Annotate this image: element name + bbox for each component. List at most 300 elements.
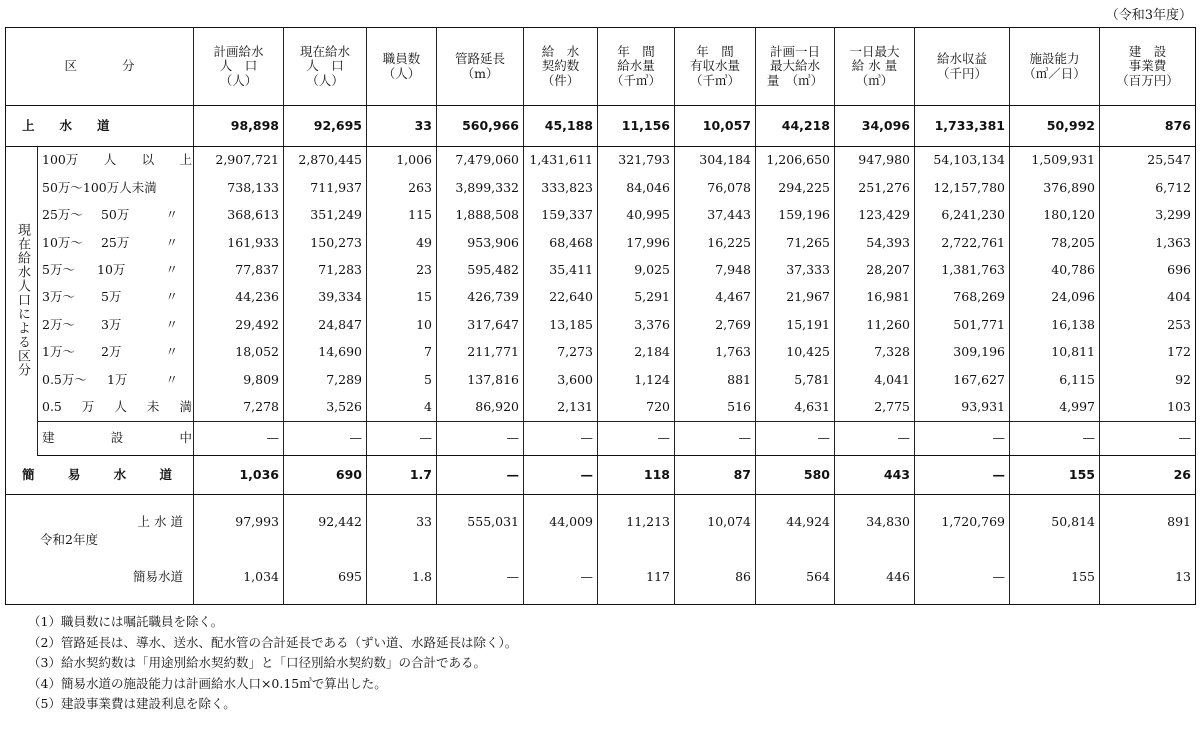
cell: 5,291	[598, 284, 675, 311]
cell: 4,041	[835, 366, 915, 393]
cell: 117	[598, 549, 675, 604]
row-label-part: 1万～	[42, 344, 75, 360]
cell: 7	[367, 339, 437, 366]
row-label-part: 未	[146, 399, 160, 415]
cell: 211,771	[437, 339, 524, 366]
cell: —	[756, 421, 835, 455]
row-label-part: 25万	[100, 234, 130, 250]
cell: 24,096	[1010, 284, 1100, 311]
row-label-part: 設	[110, 430, 124, 446]
row-label	[6, 549, 194, 604]
cell: 71,265	[756, 229, 835, 256]
cell: 690	[284, 456, 367, 495]
cell: 7,273	[524, 339, 598, 366]
cell: 103	[1100, 394, 1196, 421]
cell: 84,046	[598, 174, 675, 201]
cell: 18,052	[194, 339, 284, 366]
row-label-part: 0.5万～	[42, 371, 87, 387]
cell: 150,273	[284, 229, 367, 256]
row-label-part: 満	[179, 399, 192, 415]
cell: 77,837	[194, 257, 284, 284]
col-header-unit: （m）	[461, 65, 499, 81]
col-header-line: 人 口	[219, 58, 258, 74]
col-header-line: 建 設	[1128, 43, 1167, 59]
footnote: （5）建設事業費は建設利息を除く。	[28, 696, 236, 711]
row-label-part: 5万	[100, 289, 122, 305]
row-label-part: 2万～	[42, 316, 75, 332]
col-header-line: 一日最大	[849, 43, 900, 59]
cell: 39,334	[284, 284, 367, 311]
col-header	[835, 28, 915, 106]
cell: 76,078	[675, 174, 756, 201]
row-label	[38, 366, 194, 393]
col-header	[284, 28, 367, 106]
col-header-line: 計画給水	[213, 43, 264, 59]
row-label-part: 水	[113, 466, 127, 482]
cell: 118	[598, 456, 675, 495]
cell: 11,213	[598, 494, 675, 549]
header-row	[6, 28, 1196, 106]
cell: —	[1010, 421, 1100, 455]
cell: 155	[1010, 456, 1100, 495]
cell: 10,057	[675, 106, 756, 147]
row-kani	[6, 456, 1196, 495]
cell: 7,479,060	[437, 147, 524, 174]
row-label	[38, 229, 194, 256]
footnote: （4）簡易水道の施設能力は計画給水人口×0.15㎥で算出した。	[28, 675, 387, 691]
cell: 10,074	[675, 494, 756, 549]
row-label-part: 100万	[42, 152, 79, 168]
col-header-unit: （人）	[382, 65, 421, 81]
cell: 22,640	[524, 284, 598, 311]
row-label	[38, 174, 194, 201]
cell: 44,236	[194, 284, 284, 311]
row-label-text: 上 水 道	[22, 117, 110, 133]
cell: 29,492	[194, 311, 284, 338]
cell: 263	[367, 174, 437, 201]
cell: 49	[367, 229, 437, 256]
cell: 2,870,445	[284, 147, 367, 174]
row-label-part: 3万	[100, 316, 122, 332]
cell: 78,205	[1010, 229, 1100, 256]
row-label-part: 建	[42, 430, 55, 446]
row-label-part: 25万～	[42, 207, 83, 223]
prev-row-label: 簡易水道	[132, 568, 183, 584]
cell: 9,809	[194, 366, 284, 393]
row-label	[6, 106, 194, 147]
col-header	[194, 28, 284, 106]
cell: 10	[367, 311, 437, 338]
cell: —	[598, 421, 675, 455]
col-header-unit: （千㎥）	[610, 72, 661, 88]
cell: 44,009	[524, 494, 598, 549]
col-header	[1100, 28, 1196, 106]
row-label-part: 易	[67, 466, 81, 482]
cell: 7,328	[835, 339, 915, 366]
cell: 4,631	[756, 394, 835, 421]
row-label-part: 10万～	[42, 234, 83, 250]
cell: 555,031	[437, 494, 524, 549]
cell: 351,249	[284, 202, 367, 229]
row-label	[38, 284, 194, 311]
col-header	[675, 28, 756, 106]
cell: 426,739	[437, 284, 524, 311]
col-header	[367, 28, 437, 106]
category-header	[6, 28, 194, 106]
cell: 15	[367, 284, 437, 311]
cell: 33	[367, 494, 437, 549]
cell: —	[1100, 421, 1196, 455]
cell: 28,207	[835, 257, 915, 284]
cell: 92	[1100, 366, 1196, 393]
cell: 304,184	[675, 147, 756, 174]
cell: 159,337	[524, 202, 598, 229]
cell: 3,600	[524, 366, 598, 393]
cell: —	[437, 456, 524, 495]
cell: 12,157,780	[915, 174, 1010, 201]
unit-note: （令和3年度）	[1105, 8, 1192, 23]
cell: —	[367, 421, 437, 455]
cell: 45,188	[524, 106, 598, 147]
row-prev-year	[6, 494, 1196, 549]
cell: 35,411	[524, 257, 598, 284]
cell: 564	[756, 549, 835, 604]
cell: 40,786	[1010, 257, 1100, 284]
col-header-line: 最大給水	[769, 58, 820, 74]
cell: 16,225	[675, 229, 756, 256]
cell: 13	[1100, 549, 1196, 604]
col-header-unit: （千㎥）	[689, 72, 740, 88]
col-header-unit: （㎥／日）	[1023, 65, 1086, 81]
category-header-char: 分	[121, 58, 135, 74]
footnote: （1）職員数には嘱託職員を除く。	[28, 614, 224, 629]
row-label-part: 中	[179, 430, 192, 446]
ditto-mark: 〃	[165, 316, 178, 332]
col-header-unit: （人）	[306, 72, 344, 88]
row-label-part: 人	[114, 399, 127, 415]
cell: 23	[367, 257, 437, 284]
cell: 9,025	[598, 257, 675, 284]
row-group	[6, 284, 1196, 311]
cell: 1,733,381	[915, 106, 1010, 147]
row-label	[38, 421, 194, 455]
cell: 97,993	[194, 494, 284, 549]
cell: 6,712	[1100, 174, 1196, 201]
cell: 2,769	[675, 311, 756, 338]
cell: 580	[756, 456, 835, 495]
cell: 44,924	[756, 494, 835, 549]
row-group	[6, 339, 1196, 366]
cell: 123,429	[835, 202, 915, 229]
cell: 92,695	[284, 106, 367, 147]
col-header-line: 給 水	[541, 43, 580, 59]
cell: 34,830	[835, 494, 915, 549]
cell: 881	[675, 366, 756, 393]
cell: 1,509,931	[1010, 147, 1100, 174]
ditto-mark: 〃	[165, 371, 178, 387]
ditto-mark: 〃	[165, 262, 178, 278]
cell: —	[524, 549, 598, 604]
cell: 13,185	[524, 311, 598, 338]
cell: 1,720,769	[915, 494, 1010, 549]
cell: 87	[675, 456, 756, 495]
row-label-part: 3万～	[42, 289, 75, 305]
col-header-unit: （百万円）	[1116, 72, 1179, 88]
footnote: （3）給水契約数は「用途別給水契約数」と「口径別給水契約数」の合計である。	[28, 655, 486, 670]
cell: 16,138	[1010, 311, 1100, 338]
cell: 37,333	[756, 257, 835, 284]
cell: 1,124	[598, 366, 675, 393]
cell: 1,763	[675, 339, 756, 366]
cell: 443	[835, 456, 915, 495]
cell: 1,888,508	[437, 202, 524, 229]
row-label	[38, 394, 194, 421]
cell: 1,381,763	[915, 257, 1010, 284]
row-label-part: 道	[159, 466, 172, 482]
cell: 37,443	[675, 202, 756, 229]
cell: 6,115	[1010, 366, 1100, 393]
row-group	[6, 202, 1196, 229]
cell: 10,425	[756, 339, 835, 366]
cell: 50,814	[1010, 494, 1100, 549]
cell: 3,299	[1100, 202, 1196, 229]
cell: 115	[367, 202, 437, 229]
cell: —	[524, 456, 598, 495]
cell: —	[915, 456, 1010, 495]
cell: 1.7	[367, 456, 437, 495]
cell: 7,289	[284, 366, 367, 393]
cell: 17,996	[598, 229, 675, 256]
cell: 40,995	[598, 202, 675, 229]
cell: 26	[1100, 456, 1196, 495]
cell: 738,133	[194, 174, 284, 201]
cell: 1,034	[194, 549, 284, 604]
col-header	[1010, 28, 1100, 106]
row-label-part: 以	[141, 152, 155, 168]
cell: 368,613	[194, 202, 284, 229]
col-header-line: 年 間	[617, 43, 655, 59]
cell: —	[524, 421, 598, 455]
cell: 1,036	[194, 456, 284, 495]
cell: 1,363	[1100, 229, 1196, 256]
cell: 54,393	[835, 229, 915, 256]
col-header	[598, 28, 675, 106]
cell: 92,442	[284, 494, 367, 549]
cell: 321,793	[598, 147, 675, 174]
row-label-part: 10万	[97, 262, 126, 278]
cell: 2,775	[835, 394, 915, 421]
cell: 5	[367, 366, 437, 393]
row-josuido	[6, 106, 1196, 147]
col-header-unit: （千円）	[936, 65, 987, 81]
cell: 4,467	[675, 284, 756, 311]
row-label	[38, 257, 194, 284]
cell: 172	[1100, 339, 1196, 366]
col-header	[915, 28, 1010, 106]
row-label	[38, 311, 194, 338]
row-label	[38, 147, 194, 174]
cell: 11,260	[835, 311, 915, 338]
row-group	[6, 229, 1196, 256]
ditto-mark: 〃	[165, 234, 178, 250]
cell: 309,196	[915, 339, 1010, 366]
col-header	[756, 28, 835, 106]
col-header-line: 年 間	[696, 43, 734, 59]
cell: 16,981	[835, 284, 915, 311]
ditto-mark: 〃	[165, 207, 178, 223]
col-header-line: 契約数	[541, 58, 580, 74]
cell: 3,526	[284, 394, 367, 421]
col-header-unit: （㎥）	[855, 72, 894, 88]
row-label	[6, 494, 194, 549]
cell: 137,816	[437, 366, 524, 393]
cell: 947,980	[835, 147, 915, 174]
cell: 768,269	[915, 284, 1010, 311]
row-label-part: 5万～	[42, 262, 75, 278]
col-header-line: 施設能力	[1029, 51, 1080, 67]
cell: 953,906	[437, 229, 524, 256]
cell: 161,933	[194, 229, 284, 256]
row-label	[38, 339, 194, 366]
row-group	[6, 147, 1196, 174]
cell: 44,218	[756, 106, 835, 147]
col-header-line: 事業費	[1128, 58, 1167, 74]
cell: 891	[1100, 494, 1196, 549]
cell: 3,899,332	[437, 174, 524, 201]
row-prev-year	[6, 549, 1196, 604]
cell: 251,276	[835, 174, 915, 201]
cell: 33	[367, 106, 437, 147]
group-vertical-label	[6, 147, 38, 456]
cell: 24,847	[284, 311, 367, 338]
col-header-line: 給水量	[617, 58, 655, 74]
row-label-part: 万	[81, 399, 95, 415]
cell: 2,722,761	[915, 229, 1010, 256]
cell: 2,131	[524, 394, 598, 421]
cell: 54,103,134	[915, 147, 1010, 174]
col-header	[524, 28, 598, 106]
ditto-mark: 〃	[165, 344, 178, 360]
cell: —	[284, 421, 367, 455]
cell: 317,647	[437, 311, 524, 338]
cell: 10,811	[1010, 339, 1100, 366]
cell: 4	[367, 394, 437, 421]
col-header-line: 有収水量	[689, 58, 740, 74]
cell: 720	[598, 394, 675, 421]
cell: 4,997	[1010, 394, 1100, 421]
cell: 159,196	[756, 202, 835, 229]
cell: 1,206,650	[756, 147, 835, 174]
row-label-part: 簡	[22, 466, 35, 482]
cell: 695	[284, 549, 367, 604]
row-group	[6, 257, 1196, 284]
cell: 376,890	[1010, 174, 1100, 201]
cell: 167,627	[915, 366, 1010, 393]
row-label-part: 50万	[100, 207, 130, 223]
prev-row-label: 上 水 道	[137, 513, 183, 529]
cell: —	[915, 549, 1010, 604]
cell: 1,431,611	[524, 147, 598, 174]
cell: 93,931	[915, 394, 1010, 421]
row-kensetsu	[6, 421, 1196, 455]
cell: 876	[1100, 106, 1196, 147]
cell: 2,184	[598, 339, 675, 366]
cell: —	[437, 549, 524, 604]
col-header-line: 計画一日	[769, 43, 820, 59]
cell: 1,006	[367, 147, 437, 174]
cell: 180,120	[1010, 202, 1100, 229]
cell: 71,283	[284, 257, 367, 284]
row-label-part: 50万～100万人未満	[42, 179, 157, 195]
cell: —	[437, 421, 524, 455]
cell: 6,241,230	[915, 202, 1010, 229]
cell: —	[915, 421, 1010, 455]
cell: 560,966	[437, 106, 524, 147]
cell: 21,967	[756, 284, 835, 311]
row-label-part: 0.5	[42, 399, 62, 415]
cell: 501,771	[915, 311, 1010, 338]
cell: —	[835, 421, 915, 455]
col-header-line: 給水収益	[936, 51, 987, 67]
row-group	[6, 394, 1196, 421]
row-label	[38, 202, 194, 229]
cell: 3,376	[598, 311, 675, 338]
col-header-unit: （人）	[219, 72, 258, 88]
group-vertical-text: 現在給水人口による区分	[14, 222, 30, 377]
ditto-mark: 〃	[165, 289, 178, 305]
row-group	[6, 366, 1196, 393]
cell: —	[675, 421, 756, 455]
prev-year-label: 令和2年度	[40, 531, 98, 547]
cell: 68,468	[524, 229, 598, 256]
row-group	[6, 311, 1196, 338]
cell: 14,690	[284, 339, 367, 366]
cell: 155	[1010, 549, 1100, 604]
cell: 294,225	[756, 174, 835, 201]
row-group	[6, 174, 1196, 201]
cell: 15,191	[756, 311, 835, 338]
footnote: （2）管路延長は、導水、送水、配水管の合計延長である（ずい道、水路延長は除く）。	[28, 634, 518, 650]
col-header-line: 現在給水	[299, 43, 350, 59]
cell: 11,156	[598, 106, 675, 147]
cell: 595,482	[437, 257, 524, 284]
water-supply-table	[5, 27, 1196, 605]
col-header-unit: 量 （㎥）	[766, 72, 824, 88]
cell: 98,898	[194, 106, 284, 147]
cell: 7,278	[194, 394, 284, 421]
cell: 446	[835, 549, 915, 604]
col-header-line: 職員数	[382, 51, 421, 67]
cell: 7,948	[675, 257, 756, 284]
row-label-part: 2万	[100, 344, 122, 360]
row-label-part: 人	[103, 152, 117, 168]
cell: 2,907,721	[194, 147, 284, 174]
row-label	[6, 456, 194, 495]
cell: 34,096	[835, 106, 915, 147]
cell: 25,547	[1100, 147, 1196, 174]
cell: 86,920	[437, 394, 524, 421]
cell: 711,937	[284, 174, 367, 201]
category-header-char: 区	[64, 58, 78, 74]
cell: 696	[1100, 257, 1196, 284]
col-header-unit: （件）	[541, 72, 580, 88]
cell: —	[194, 421, 284, 455]
row-label-part: 1万	[106, 371, 128, 387]
col-header	[437, 28, 524, 106]
cell: 1.8	[367, 549, 437, 604]
cell: 50,992	[1010, 106, 1100, 147]
cell: 253	[1100, 311, 1196, 338]
